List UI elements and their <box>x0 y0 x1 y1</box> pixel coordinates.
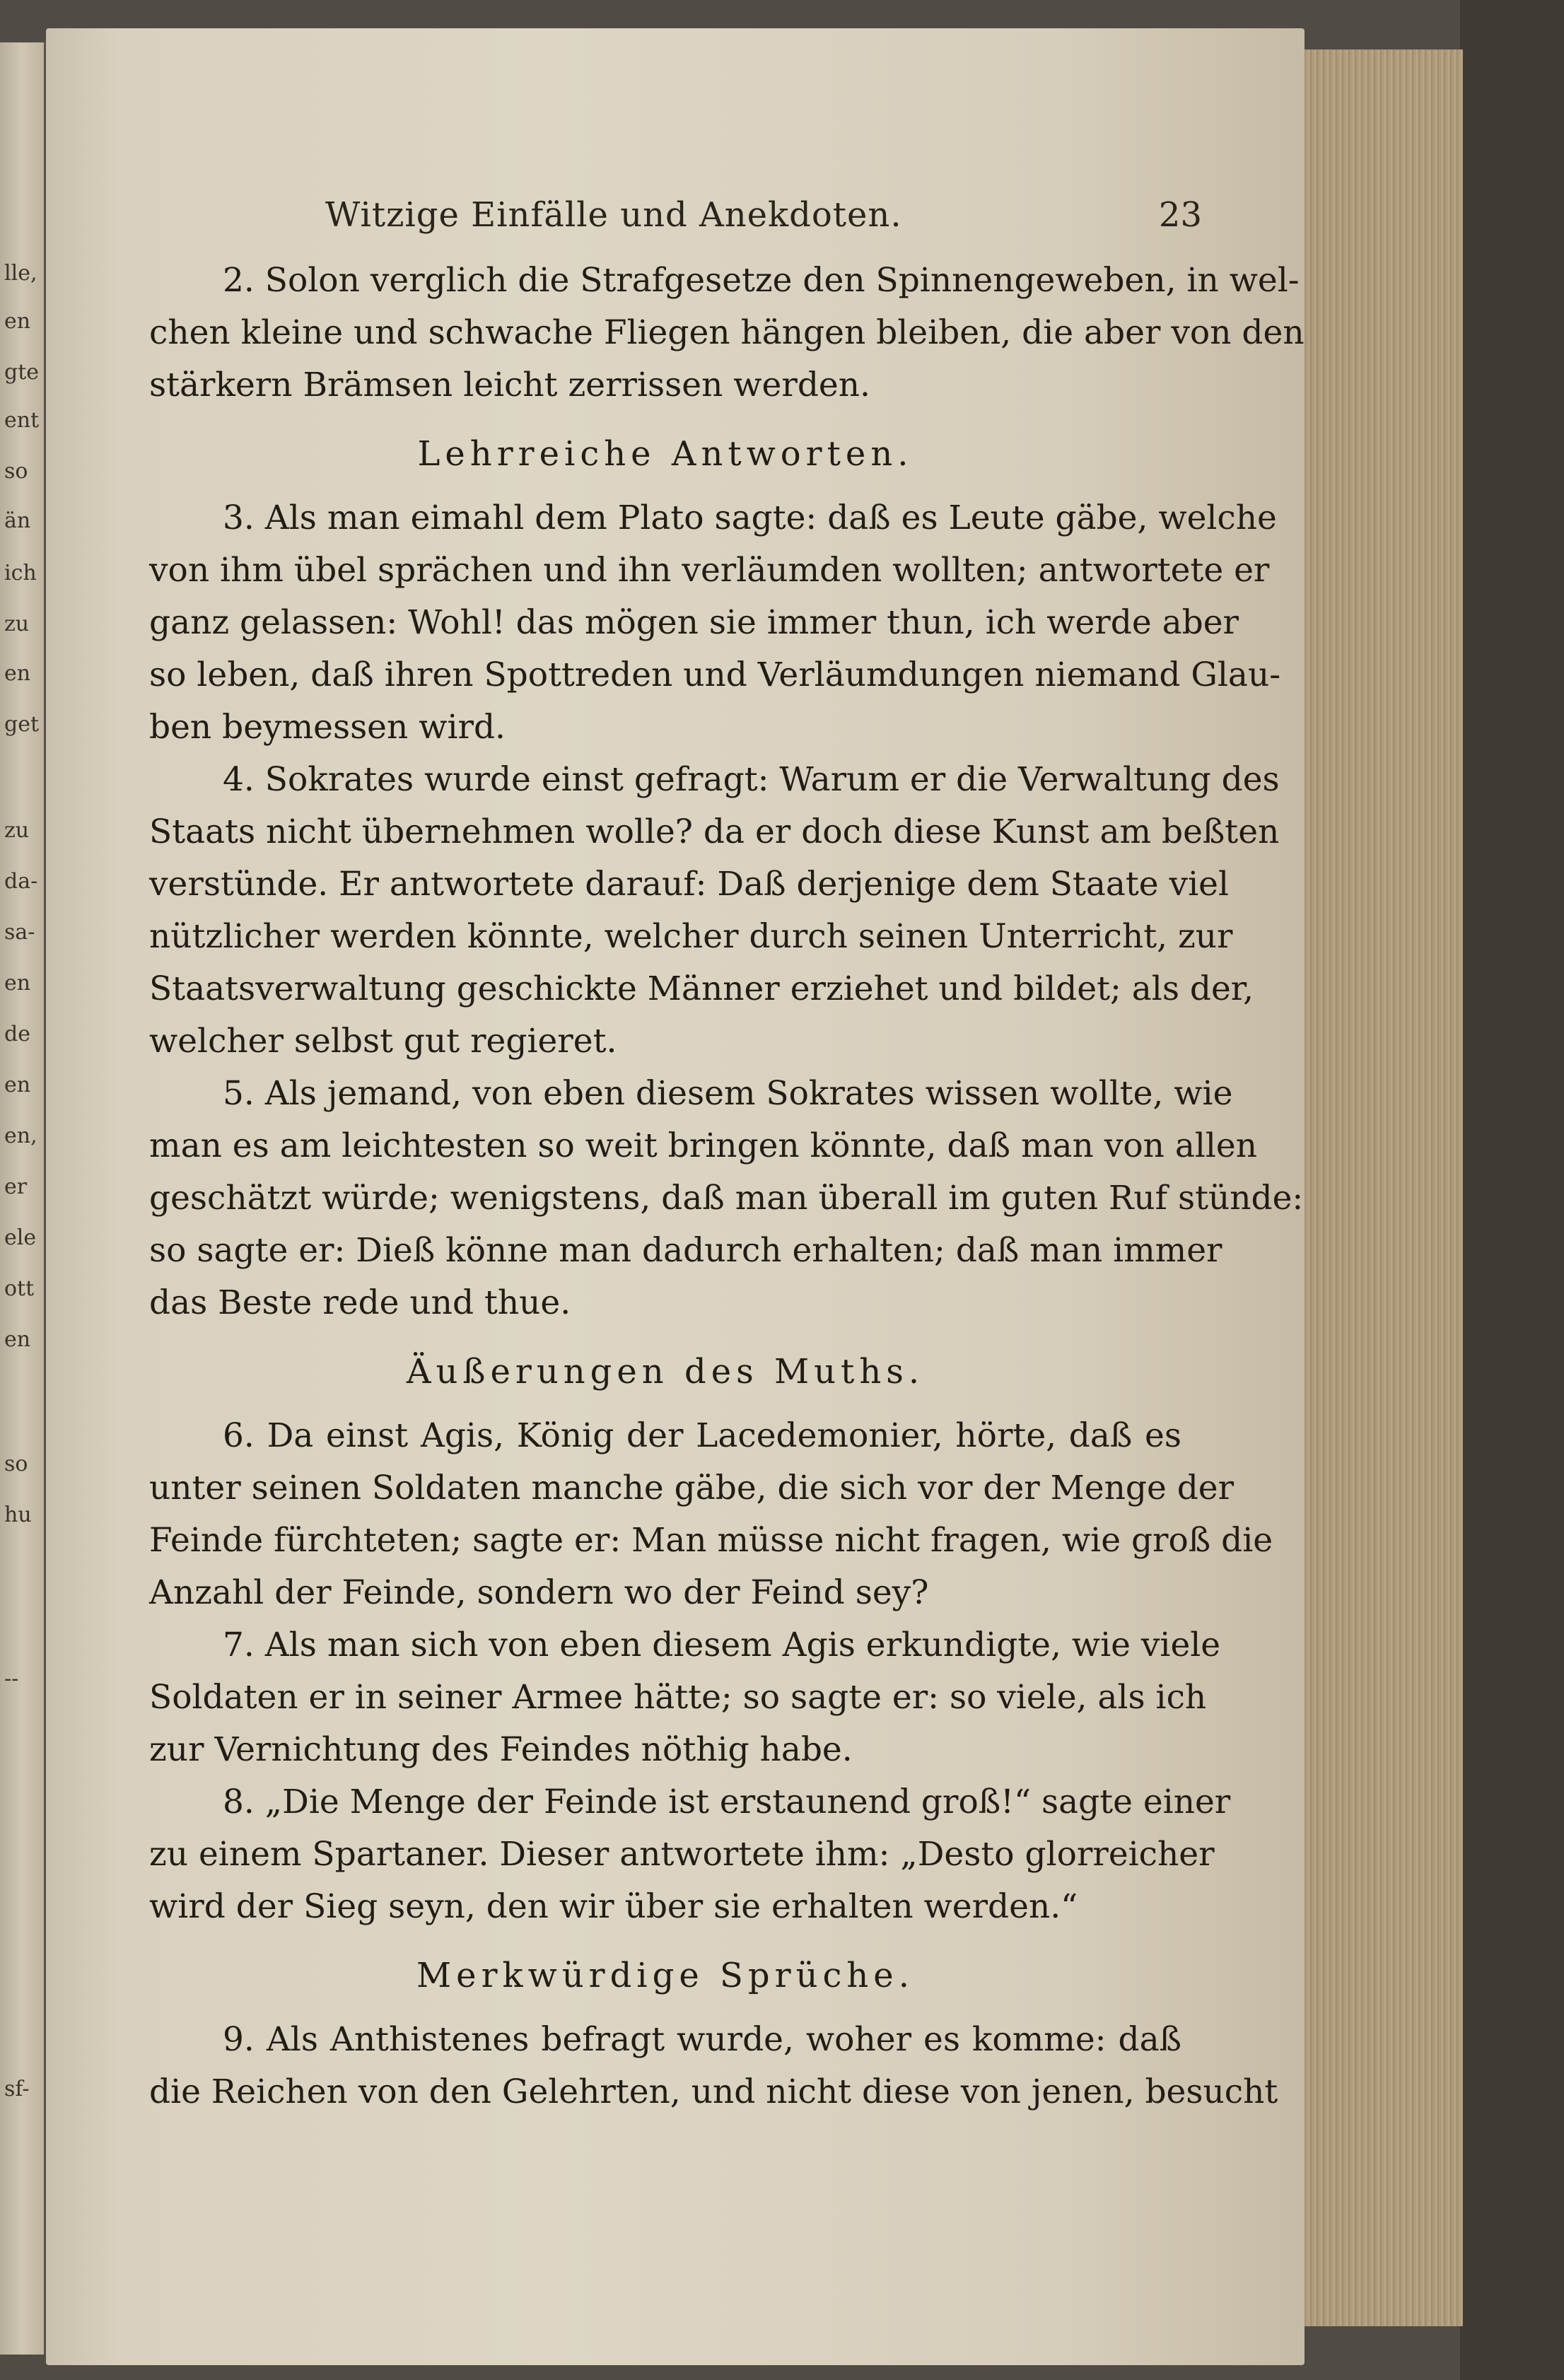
running-head: Witzige Einfälle und Anekdoten. <box>325 195 902 235</box>
page-number: 23 <box>1158 195 1202 235</box>
text-line: ben beymessen wird. <box>149 708 506 747</box>
section-heading: Äußerungen des Muths. <box>406 1352 925 1392</box>
text-line: chen kleine und schwache Fliegen hängen bleiben, die aber von den <box>149 313 1305 352</box>
text-line: wird der Sieg seyn, den wir über sie erhalten werden.“ <box>149 1887 1078 1926</box>
facing-page-edge <box>0 42 46 2355</box>
page-body <box>149 255 1305 2118</box>
text-line: die Reichen von den Gelehrten, und nicht diese von jenen, besucht <box>149 2072 1278 2111</box>
text-line: so leben, daß ihren Spottreden und Verläumdungen niemand Glau- <box>149 655 1281 694</box>
text-line: ganz gelassen: Wohl! das mögen sie immer thun, ich werde aber <box>149 603 1239 642</box>
margin-fragment: get <box>4 712 40 737</box>
margin-fragment: en <box>4 1327 31 1352</box>
section-heading: Merkwürdige Sprüche. <box>416 1956 914 1995</box>
margin-fragment: so <box>4 459 28 484</box>
text-line: unter seinen Soldaten manche gäbe, die sich vor der Menge der <box>149 1469 1235 1507</box>
margin-fragment: zu <box>4 612 30 636</box>
text-line: welcher selbst gut regieret. <box>149 1022 617 1061</box>
text-line: 6. Da einst Agis, König der Lacedemonier, hörte, daß es <box>223 1416 1181 1455</box>
margin-fragment: en <box>4 661 31 686</box>
text-line: Feinde fürchteten; sagte er: Man müsse nicht fragen, wie groß die <box>149 1521 1273 1560</box>
margin-fragment: de <box>4 1022 30 1046</box>
margin-fragment: en, <box>4 1124 37 1148</box>
margin-fragment: sa- <box>4 920 35 945</box>
text-line: nützlicher werden könnte, welcher durch seinen Unterricht, zur <box>149 917 1233 956</box>
text-line: zu einem Spartaner. Dieser antwortete ihm: „Desto glorreicher <box>149 1835 1215 1874</box>
margin-fragment: -- <box>4 1667 19 1691</box>
text-line: Staats nicht übernehmen wolle? da er doch diese Kunst am beßten <box>149 812 1280 851</box>
text-line: 4. Sokrates wurde einst gefragt: Warum er die Verwaltung des <box>223 760 1280 799</box>
margin-fragment: hu <box>4 1503 32 1527</box>
text-line: verstünde. Er antwortete darauf: Daß derjenige dem Staate viel <box>149 865 1229 904</box>
background <box>1460 0 1564 2380</box>
text-line: 7. Als man sich von eben diesem Agis erkundigte, wie viele <box>223 1626 1221 1664</box>
margin-fragment: zu <box>4 818 30 843</box>
margin-fragment: er <box>4 1174 28 1199</box>
text-line: geschätzt würde; wenigstens, daß man überall im guten Ruf stünde: <box>149 1179 1304 1218</box>
margin-fragment: ele <box>4 1225 37 1250</box>
margin-fragment: en <box>4 309 31 334</box>
book-page <box>46 28 1305 2365</box>
text-line: 8. „Die Menge der Feinde ist erstaunend groß!“ sagte einer <box>223 1783 1231 1821</box>
text-line: 5. Als jemand, von eben diesem Sokrates wissen wollte, wie <box>223 1074 1233 1113</box>
text-line: man es am leichtesten so weit bringen könnte, daß man von allen <box>149 1126 1257 1165</box>
margin-fragment: ent <box>4 408 40 433</box>
text-line: Staatsverwaltung geschickte Männer erziehet und bildet; als der, <box>149 969 1254 1008</box>
margin-fragment: sf- <box>4 2077 30 2101</box>
margin-fragment: da- <box>4 869 38 894</box>
margin-fragment: ott <box>4 1276 35 1301</box>
section-heading: Lehrreiche Antworten. <box>417 434 914 474</box>
margin-fragment: än <box>4 508 31 533</box>
margin-fragment: en <box>4 971 31 996</box>
margin-fragment: en <box>4 1073 31 1097</box>
text-line: Soldaten er in seiner Armee hätte; so sagte er: so viele, als ich <box>149 1678 1207 1717</box>
book-page-edges <box>1297 49 1463 2326</box>
page-header <box>325 195 1202 245</box>
margin-fragment: gte <box>4 360 40 385</box>
text-line: das Beste rede und thue. <box>149 1283 571 1322</box>
text-line: 9. Als Anthistenes befragt wurde, woher es komme: daß <box>223 2020 1181 2059</box>
text-line: zur Vernichtung des Feindes nöthig habe. <box>149 1730 853 1769</box>
text-line: stärkern Brämsen leicht zerrissen werden. <box>149 366 870 404</box>
text-line: so sagte er: Dieß könne man dadurch erhalten; daß man immer <box>149 1231 1222 1270</box>
margin-fragment: so <box>4 1452 28 1476</box>
text-line: 3. Als man eimahl dem Plato sagte: daß es Leute gäbe, welche <box>223 498 1277 537</box>
text-line: von ihm übel sprächen und ihn verläumden wollten; antwortete er <box>149 551 1270 590</box>
text-line: 2. Solon verglich die Strafgesetze den Spinnengeweben, in wel- <box>223 261 1300 300</box>
margin-fragment: lle, <box>4 261 37 286</box>
margin-fragment: ich <box>4 561 37 585</box>
text-line: Anzahl der Feinde, sondern wo der Feind sey? <box>149 1573 929 1612</box>
